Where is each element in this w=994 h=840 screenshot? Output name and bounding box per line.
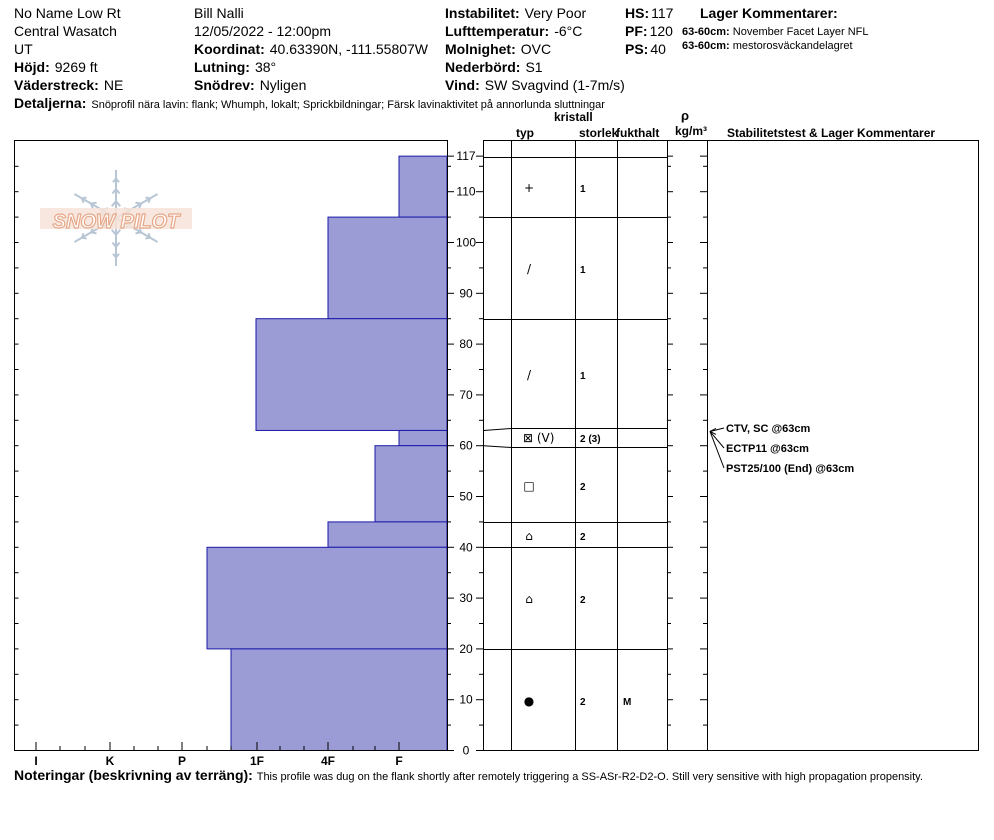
coordinates-value: 40.63390N, -111.55807W: [269, 41, 429, 57]
depth-tick-label: 80: [459, 337, 473, 352]
col-kristall: kristall: [554, 110, 593, 124]
datetime: 12/05/2022 - 12:00pm: [194, 23, 331, 39]
coordinates-label: Koordinat:: [194, 41, 265, 57]
layer-comment-text: mestorosväckandelagret: [732, 40, 853, 52]
col-fukthalt: fukthalt: [616, 126, 660, 140]
notes: [14, 767, 994, 783]
left-minor-ticks: [15, 166, 19, 750]
elevation-label: Höjd:: [14, 59, 50, 75]
hs-label: HS:: [625, 5, 650, 21]
ps-label: PS:: [625, 41, 649, 57]
wind-label: Vind:: [445, 77, 480, 93]
col-density-unit: kg/m³: [675, 124, 708, 138]
test-pointer: [710, 431, 724, 468]
crystal-type: ⊠ (V): [523, 431, 555, 445]
drift-label: Snödrev:: [194, 77, 255, 93]
hardness-tick-label: 1F: [249, 754, 265, 768]
crystal-type: /: [526, 368, 532, 382]
density-ticks: [668, 156, 708, 750]
hardness-bar: [328, 522, 447, 547]
ps-value: 40: [650, 41, 666, 57]
moisture-value: M: [623, 697, 632, 708]
hardness-tick-label: K: [105, 754, 115, 768]
state: UT: [14, 41, 33, 57]
hardness-bar: [207, 547, 447, 649]
stability-tests: [710, 423, 854, 475]
aspect-label: Väderstreck:: [14, 77, 99, 93]
hardness-bar: [399, 156, 447, 217]
depth-tick-label: 100: [455, 235, 477, 250]
depth-tick-label: 60: [459, 438, 473, 453]
crystal-size: 2 (3): [580, 434, 601, 445]
depth-tick-label: 0: [462, 743, 470, 758]
hardness-bar: [375, 446, 447, 522]
details-text: Snöprofil nära lavin: flank; Whumph, lokalt; Sprickbildningar; Färsk lavinaktivitet på annorlunda sluttningar: [91, 99, 605, 111]
crystal-type: □: [523, 479, 535, 493]
precip-label: Nederbörd:: [445, 59, 521, 75]
depth-tick-label: 20: [459, 641, 473, 656]
col-stability: Stabilitetstest & Lager Kommentarer: [727, 126, 936, 140]
crystal-table: [484, 141, 708, 751]
col-rho: ρ: [681, 108, 690, 123]
observer: Bill Nalli: [194, 5, 244, 21]
stability-label: Instabilitet:: [445, 5, 520, 21]
slope-value: 38°: [254, 59, 277, 75]
snowpilot-logo: [40, 170, 192, 266]
crystal-type: ⌂: [525, 592, 533, 606]
hardness-bar: [231, 649, 447, 751]
depth-tick-label: 117: [456, 149, 476, 164]
crystal-size: 2: [580, 532, 586, 543]
drift-value: Nyligen: [259, 77, 307, 93]
logo-text: SNOW PILOT: [52, 211, 180, 233]
col-typ: typ: [516, 126, 534, 140]
hardness-tick-label: P: [177, 754, 187, 768]
depth-tick-label: 90: [459, 286, 473, 301]
depth-tick-label: 10: [459, 692, 473, 707]
crystal-size: 2: [580, 482, 586, 493]
elevation-value: 9269 ft: [54, 59, 98, 75]
notes-label: Noteringar (beskrivning av terräng):: [14, 767, 253, 783]
hardness-bar: [256, 319, 447, 431]
depth-tick-label: 30: [459, 591, 473, 606]
hardness-bars: [207, 156, 447, 750]
wind-value: SW Svagvind (1-7m/s): [484, 77, 625, 93]
crystal-table-frame: [484, 141, 708, 751]
depth-tick-label: 110: [456, 184, 476, 199]
col-storlek: storlek: [579, 127, 619, 140]
layer-comments-title: Lager Kommentarer:: [700, 5, 838, 21]
stability-test: CTV, SC @63cm: [726, 423, 811, 435]
pf-label: PF:: [625, 23, 648, 39]
slope-label: Lutning:: [194, 59, 250, 75]
layer-comment-range: 63-60cm:: [682, 26, 730, 38]
layer-connector: [484, 446, 512, 448]
hardness-tick-label: I: [34, 754, 38, 768]
sky-value: OVC: [520, 41, 552, 57]
crystal-type: +: [523, 181, 535, 195]
hardness-tick-label: F: [395, 754, 403, 768]
crystal-size: 1: [580, 371, 586, 382]
hardness-bar: [328, 217, 447, 319]
crystal-type: ●: [523, 694, 535, 708]
precip-value: S1: [525, 59, 543, 75]
depth-tick-label: 40: [459, 540, 473, 555]
pf-value: 120: [649, 23, 673, 39]
stability-test: PST25/100 (End) @63cm: [726, 463, 855, 475]
stability-value: Very Poor: [524, 5, 587, 21]
airtemp-label: Lufttemperatur:: [445, 23, 550, 39]
crystal-type: /: [526, 262, 532, 276]
crystal-size: 2: [580, 595, 586, 606]
notes-text: This profile was dug on the flank shortly after remotely triggering a SS-ASr-R2-D2-O. Still very sensitive with high propagation propensity.: [256, 771, 923, 783]
layer-connector: [484, 429, 512, 431]
stability-test: ECTP11 @63cm: [726, 443, 809, 455]
depth-tick-label: 70: [459, 387, 473, 402]
crystal-size: 1: [580, 184, 586, 195]
test-pointer: [710, 431, 724, 448]
region: Central Wasatch: [14, 23, 117, 39]
layer-comment-range: 63-60cm:: [682, 40, 730, 52]
aspect-value: NE: [103, 77, 124, 93]
airtemp-value: -6°C: [554, 23, 583, 39]
location-name: No Name Low Rt: [14, 5, 121, 21]
crystal-size: 1: [580, 265, 586, 276]
hs-value: 117: [651, 5, 674, 21]
crystal-type: ⌂: [525, 529, 533, 543]
depth-tick-label: 50: [459, 489, 473, 504]
hardness-tick-label: 4F: [320, 754, 336, 768]
crystal-size: 2: [580, 697, 586, 708]
layer-comment-text: November Facet Layer NFL: [732, 26, 869, 38]
hardness-bar: [399, 430, 447, 445]
depth-axis: [447, 149, 483, 757]
details-label: Detaljerna:: [14, 95, 87, 111]
sky-label: Molnighet:: [445, 41, 516, 57]
